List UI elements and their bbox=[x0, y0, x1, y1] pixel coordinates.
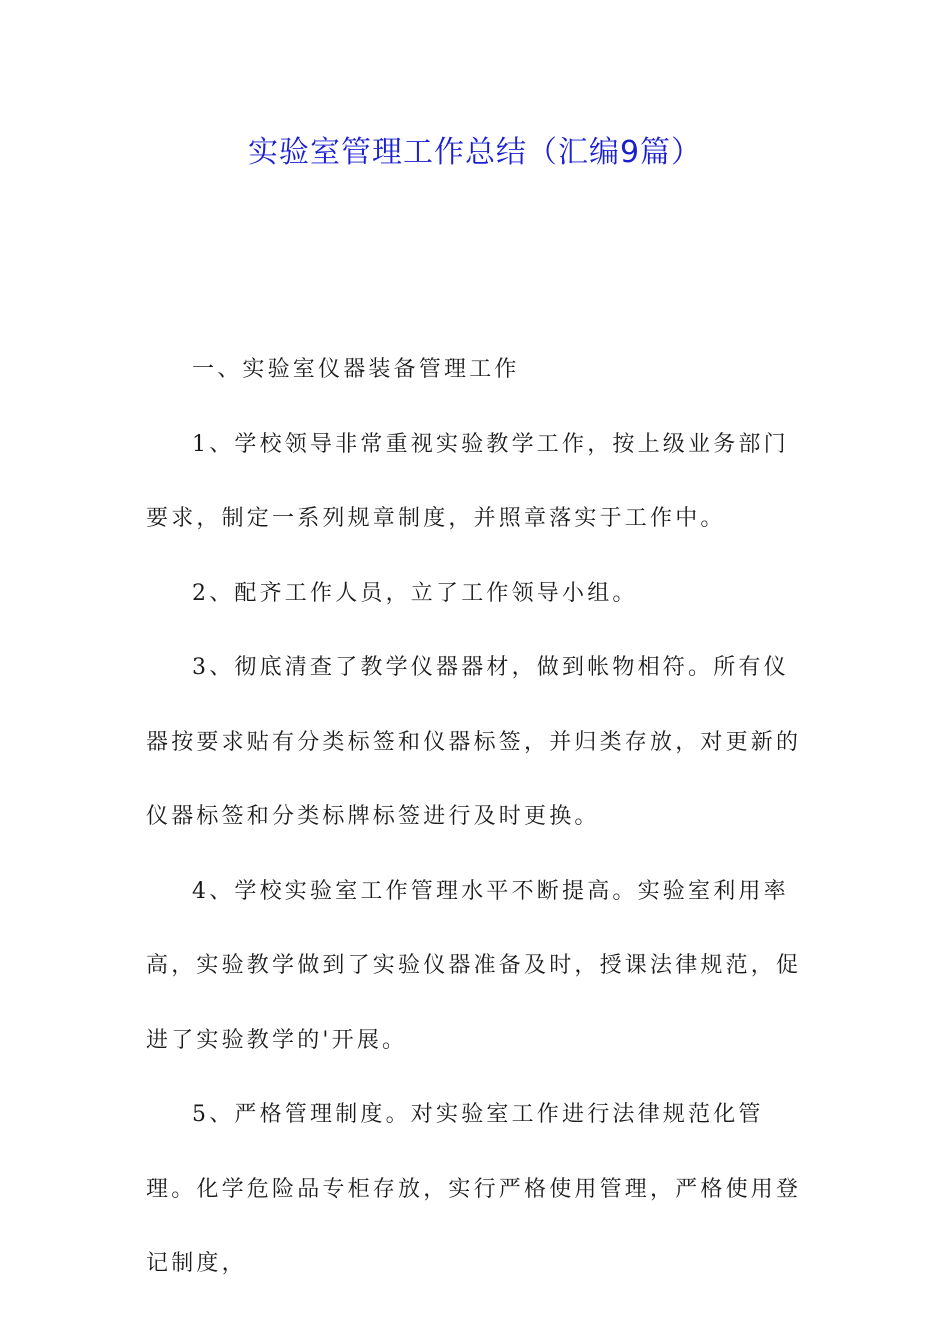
paragraph-2: 2、配齐工作人员，立了工作领导小组。 bbox=[192, 580, 638, 606]
paragraph-5: 5、严格管理制度。对实验室工作进行法律规范化管理。化学危险品专柜存放，实行严格使用管理，严格使用登记制度， bbox=[146, 1102, 802, 1276]
section-heading: 一、实验室仪器装备管理工作 bbox=[192, 357, 520, 382]
paragraph-3: 3、彻底清查了教学仪器器材，做到帐物相符。所有仪器按要求贴有分类标签和仪器标签，并归类存放，对更新的仪器标签和分类标牌标签进行及时更换。 bbox=[146, 655, 802, 829]
paragraph-4: 4、学校实验室工作管理水平不断提高。实验室利用率高，实验教学做到了实验仪器准备及时，授课法律规范，促进了实验教学的'开展。 bbox=[146, 878, 802, 1053]
document-body bbox=[146, 333, 810, 1302]
paragraph-1: 1、学校领导非常重视实验教学工作，按上级业务部门要求，制定一系列规章制度，并照章落实于工作中。 bbox=[146, 431, 789, 531]
document-title: 实验室管理工作总结（汇编9篇） bbox=[247, 135, 703, 170]
